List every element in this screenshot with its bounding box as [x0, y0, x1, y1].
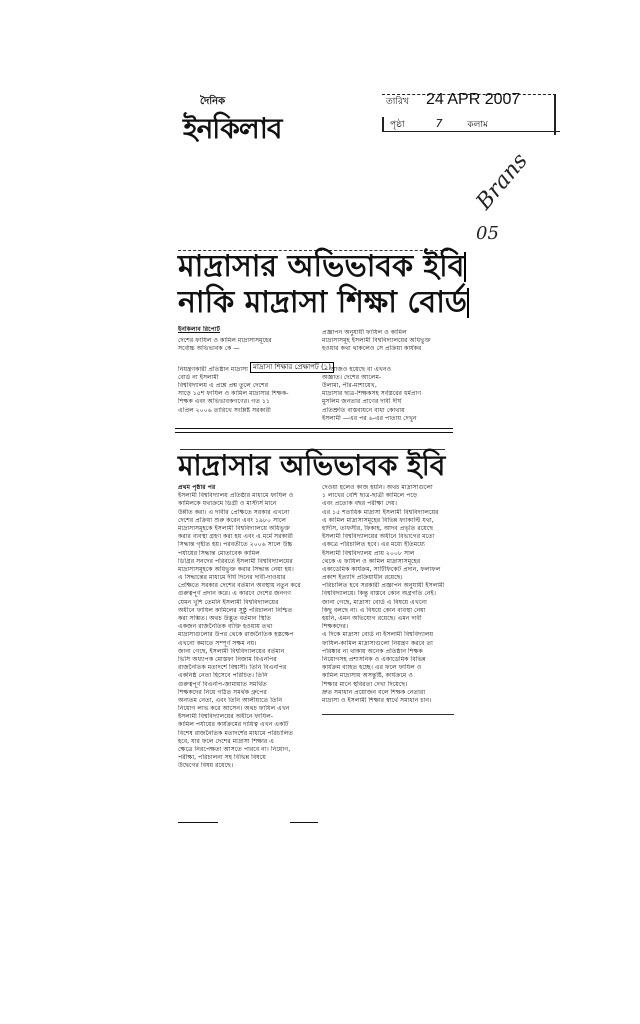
date-label: তারিখ — [386, 97, 409, 107]
text-line: কামিল পর্যায়ের কার্যক্রমের দায়িত্ব এখন একটি — [178, 721, 289, 729]
text-line: পরীক্ষা, পরিচালনা সহ বিভিন্ন বিষয়ে — [178, 754, 266, 762]
text-line: মাদ্রাসাসমূহকে ইসলামী বিশ্ববিদ্যালয়ে অধিভুক্ত — [178, 524, 291, 532]
text-line: অধীনে ফাযিল কামিলের সুষ্ঠু পরিচালনা নিশ্চিত — [178, 606, 293, 614]
text-line: উন্নীত করা। এ দাবীর প্রেক্ষিতে সরকার এখনো — [178, 508, 290, 516]
text-line: বিশ্ববিদ্যালয়ে। কিন্তু বাস্তবে কোন অগ্রগতি নেই। — [322, 590, 436, 598]
text-line: একত্রে পরিচালিত হবে। এর মধ্যে ইতিমধ্যে — [322, 541, 425, 549]
text-line: অন্যতম নেতা, এবং তিনি আলীয়াতে তিনি — [178, 696, 283, 704]
text-line: ইসলামী বিশ্ববিদ্যালয়ের অধীনে বিভাগের মতো — [322, 533, 435, 541]
masthead-daily: দৈনিক — [200, 96, 226, 107]
text-line: হওয়ার কথা থাকলেও সে প্রক্রিয়া কার্যকর — [322, 345, 422, 353]
stamp-date: 24 APR 2007 — [426, 91, 521, 108]
text-line: ইসলামী বিশ্ববিদ্যালয় প্রায় ২০০৮ সাল — [322, 549, 415, 557]
text-line: ক্ষেত্রে নিরপেক্ষতা আসতে পারবে না। নিয়োগ, — [178, 746, 291, 753]
text-line: প্রতিশ্রুতি বাস্তবায়নে বাধা কোথায় — [322, 406, 405, 414]
masthead-logo: ইনকিলাব — [183, 112, 282, 145]
text-line: মাদ্রাসাসমূহ ইসলামী বিশ্ববিদ্যালয়ের অধিভুক্ত — [322, 337, 431, 345]
text-line: শিক্ষকদের নিয়ে গঠিত সমর্থক গ্রুপের — [178, 688, 267, 696]
text-line: একজন রাজনৈতিক ব্যক্তি হওয়ায় তথা — [178, 623, 273, 631]
text-line: দেওয়া হলেও কাজ হয়নি। অথচ মাদ্রাসাগুলো — [322, 484, 433, 491]
text-line: পর্যায়ের সিদ্ধান্ত মোতাবেক কামিল — [178, 549, 260, 557]
text-line: রাজনৈতিক মতাদর্শে বিশ্বাসী। তিনি বিএনপির — [178, 664, 287, 672]
text-line: এ কামিল মাদ্রাসাসমূহের বিভিন্ন ফ্যাকাল্টি যথা, — [322, 516, 434, 524]
text-line: — আজও হয়েছে বা এখনও — [322, 365, 392, 373]
text-line: দেশের ফাযিল ও কামিল মাদ্রাসাসমূহের — [178, 337, 272, 345]
text-line: ইসলামী বিশ্ববিদ্যালয় প্রতিষ্ঠার মাধ্যমে ফাযিল ও — [178, 492, 294, 500]
text-line: ইসলামী —এর পর ৬-এর পাতায় দেখুন — [322, 414, 417, 422]
text-line: প্রজ্ঞাপন অনুযায়ী ফাযিল ও কামিল — [322, 329, 407, 336]
text-line: বিশেষ রাজনৈতিক মতাদর্শের মাধ্যমে পরিচালিত — [178, 729, 294, 737]
article2-left-column — [178, 484, 318, 771]
text-line: পরিচালিত হবে সরকারী প্রজ্ঞাপন অনুযায়ী ইসলামী — [322, 582, 445, 590]
column-label: কলাম — [467, 120, 488, 130]
text-line: ১ লাখের বেশি ছাত্র-ছাত্রী কামিলে পড়ে — [322, 492, 418, 500]
inset-gap — [322, 354, 456, 366]
text-line: কিছু বলছে না। এ বিষয়ে কোন ব্যবস্থা নেয়া — [322, 606, 426, 614]
text-line: সর্বোচ্চ অভিভাবক কে — — [178, 345, 240, 353]
text-line: প্রেক্ষিতে সরকার দেশের বর্তমান অবস্থায় নতুন করে — [178, 582, 301, 590]
page-label: পৃষ্ঠা — [390, 120, 405, 130]
text-line: একনিষ্ঠ নেতা হিসেবে পরিচিত। তিনি — [178, 672, 268, 680]
article1-headline-line2: নাকি মাদ্রাসা শিক্ষা বোর্ড — [178, 285, 468, 320]
article1-right-column — [322, 329, 456, 423]
text-line: বোর্ড না ইসলামী — [178, 373, 219, 381]
text-line: নিয়োগসহ প্রশাসনিক ও একাডেমিক বিভিন্ন — [322, 655, 426, 663]
article1-inset-label: মাদ্রাসা শিক্ষার প্রেক্ষাপট (১) — [250, 362, 334, 373]
text-line: শিক্ষক এবং অভিভাবকগণের। গত ১১ — [178, 398, 270, 406]
text-line: এ সিদ্ধান্তের মাধ্যমে দীর্ঘ দিনের দাবী-দাওয়ার — [178, 574, 286, 582]
text-line: ভিসি অধ্যাপক মোস্তফা নিজাম বিএনপির — [178, 655, 277, 663]
text-line: কার্যক্রম ব্যাহত হচ্ছে। এর ফলে ফাযিল ও — [322, 664, 422, 672]
text-line: একাডেমিক কার্যক্রম, সার্টিফিকেট প্রদান, ফলাফল — [322, 565, 441, 573]
handwritten-number: 05 — [476, 223, 499, 244]
text-line: এপ্রিল ২০০৬ তারিখে সংশ্লিষ্ট সরকারী — [178, 406, 271, 414]
stamp-page-row — [382, 117, 560, 132]
text-line: সিদ্ধান্ত গৃহীত হয়। পরবর্তীতে ২০০৬ সালে উচ্চ — [178, 541, 293, 549]
date-stamp — [382, 91, 556, 135]
article2-headline: মাদ্রাসার অভিভাবক ইবি — [178, 449, 446, 482]
article1-byline: ইনকিলাব রিপোর্ট — [178, 326, 221, 333]
text-line: শিক্ষার মানে স্থবিরতা দেখা দিয়েছে। — [322, 680, 408, 688]
text-line: প্রকাশ ইত্যাদি প্রক্রিয়াধীন রয়েছে। — [322, 574, 403, 582]
text-line: কামিলকে যথাক্রমে ডিগ্রী ও মাস্টার্স মানে — [178, 500, 277, 508]
text-line: অজ্ঞাত। দেশের আলেম- — [322, 373, 382, 381]
handwritten-note: Brans — [471, 148, 533, 215]
text-line: নিয়োগ লাভ করে আসেন। অথচ ফাযিল এখন — [178, 705, 290, 713]
article1-headline-line1: মাদ্রাসার অভিভাবক ইবি — [178, 249, 465, 284]
text-line: ফাযিল-কামিল মাদ্রাসাগুলো নিয়ন্ত্রণ করবে তা — [322, 639, 433, 647]
text-line: জানা গেছে, ইসলামী বিশ্ববিদ্যালয়ের বর্তমান — [178, 647, 285, 655]
article2-continuation: প্রথম পৃষ্ঠার পর — [178, 484, 216, 491]
text-line: গুরুত্বপূর্ণ প্রদান করে। এ কারণে দেশের জনগণ — [178, 590, 291, 598]
text-line: করা সম্ভিত। অথচ উদ্ভূত বর্তমান স্থিতি — [178, 615, 271, 622]
text-line: এখনো কমাতে সম্পূর্ণ সক্ষম নয়। — [178, 639, 257, 647]
text-line: বিশ্ববিদ্যালয় এ প্রশ্নে প্রশ্ন তুলে দেশের — [178, 381, 269, 389]
text-line: মাদ্রাসা ও ইসলামী শিক্ষার স্বার্থে সমাধান চান। — [322, 696, 432, 704]
text-line: মাদ্রাসাসমূহকে অধিভুক্ত করার সিদ্ধান্ত নেয়া হয়। — [178, 565, 294, 573]
article1-inset-box — [250, 354, 334, 373]
text-line: করার ব্যবস্থা গ্রহণ করা হয় এবং এ মর্মে সরকারী — [178, 533, 293, 541]
text-line: জানা গেছে, মাদ্রাসা বোর্ড এ বিষয়ে এখনো — [322, 598, 427, 606]
text-line: উলামা, পীর-মাশায়েখ, — [322, 381, 377, 389]
text-line: সাড়ে ১৫শ ফাযিল ও কামিল মাদ্রাসার শিক্ষক- — [178, 390, 289, 398]
text-line: মুসলিম জনতার প্রাণের দাবী দীর্ঘ — [322, 398, 402, 406]
text-line: থেকে এ ফাযিল ও কামিল মাদ্রাসাসমূহের — [322, 557, 421, 565]
text-line: মাদ্রাসাগুলোর উপর থেকে রাজনৈতিক হস্তক্ষেপ — [178, 631, 294, 639]
text-line: হবে, যার ফলে দেশের মাদ্রাসা শিক্ষার এ — [178, 737, 275, 745]
text-line: ডিগ্রির সনদের পরিবর্তে ইসলামী বিশ্ববিদ্যালয়ের — [178, 557, 293, 565]
text-line: এবং প্রত্যেক বছর পরীক্ষা দেয়। — [322, 500, 397, 508]
text-line: গুরুত্বপূর্ণ বিএনপি-জামায়াত সমর্থিত — [178, 680, 267, 688]
text-line: হাদীস, তাফসীর, ফিকাহ, আদব প্রভৃতি রয়েছে — [322, 524, 434, 532]
text-line: দেশের প্রক্রিয়া শুরু করেন এবং ১৯৮০ সালে — [178, 516, 286, 524]
page-number: 7 — [435, 117, 443, 130]
text-line: হয়নি, এমন অভিযোগ রয়েছে। এমন দাবী — [322, 615, 422, 622]
text-line: কামিল মাদ্রাসায় অসন্তুষ্টি, কার্যক্রমে ও — [322, 672, 413, 680]
text-line: যেমন খুশি তেমনি ইসলামী বিশ্ববিদ্যালয়ের — [178, 598, 279, 606]
text-line: উদ্বেগের বিষয় রয়েছে। — [178, 762, 234, 770]
text-line: ইসলামী বিশ্ববিদ্যালয়ের অধীনে ফাযিল- — [178, 713, 274, 721]
text-line: এ দিকে মাদ্রাসা বোর্ড না ইসলামী বিশ্ববিদ্যালয় — [322, 631, 434, 639]
text-line: পরিষ্কার না থাকায় অনেক প্রতিষ্ঠান শিক্ষক — [322, 647, 423, 655]
text-line: দ্রুত সমাধান প্রয়োজন বলে শিক্ষক নেতারা — [322, 688, 426, 696]
text-line: নিয়ন্ত্রণকারী প্রতিষ্ঠান মাদ্রাসা — [178, 365, 248, 373]
article2-right-column — [322, 484, 456, 705]
text-line: মাদ্রাসার ছাত্র-শিক্ষকসহ সর্বস্তরের ধর্মপ্রাণ — [322, 390, 422, 398]
text-line: এর ১৫ শতাধিক মাদ্রাসা ইসলামী বিশ্ববিদ্যালয়ের — [322, 508, 439, 516]
text-line: শিক্ষকদের। — [322, 623, 349, 631]
